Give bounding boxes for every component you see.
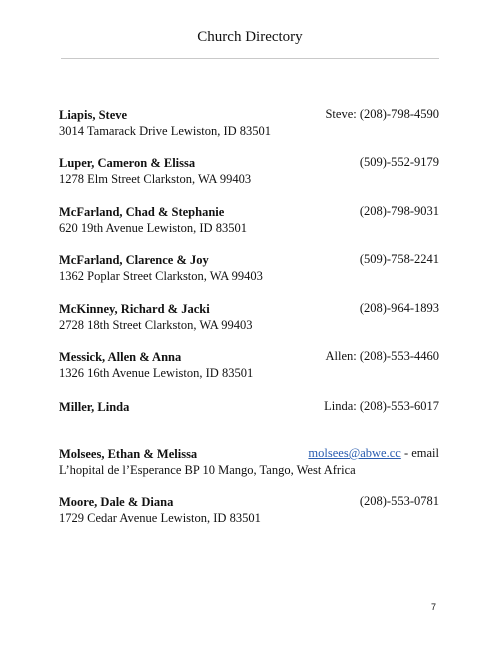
directory-entry (59, 154, 439, 188)
directory-entry (59, 106, 439, 140)
entry-name: Luper, Cameron & Elissa (59, 156, 196, 170)
email-link[interactable]: molsees@abwe.cc (308, 446, 401, 460)
header-divider (61, 58, 439, 59)
entry-phone: Linda: (208)-553-6017 (324, 399, 439, 413)
directory-entry (59, 445, 439, 479)
entry-phone: (208)-964-1893 (359, 301, 439, 315)
entry-address: 3014 Tamarack Drive Lewiston, ID 83501 (59, 124, 272, 138)
entry-address: 2728 18th Street Clarkston, WA 99403 (59, 318, 253, 332)
entry-name: Miller, Linda (59, 400, 130, 414)
page-number: 7 (431, 602, 437, 612)
directory-entry (59, 493, 439, 527)
entry-address: 1729 Cedar Avenue Lewiston, ID 83501 (59, 511, 261, 525)
entry-name: Moore, Dale & Diana (59, 495, 174, 509)
entry-phone: Allen: (208)-553-4460 (325, 349, 439, 363)
directory-entry (59, 300, 439, 334)
entry-phone: Steve: (208)-798-4590 (325, 107, 439, 121)
entry-phone: (509)-552-9179 (359, 155, 439, 169)
directory-entry (59, 398, 439, 415)
entry-address: L’hopital de l’Esperance BP 10 Mango, Tango, West Africa (59, 463, 356, 477)
entry-address: 1362 Poplar Street Clarkston, WA 99403 (59, 269, 263, 283)
directory-entry (59, 348, 439, 382)
entry-address: 620 19th Avenue Lewiston, ID 83501 (59, 221, 247, 235)
entry-phone: (208)-553-0781 (359, 494, 439, 508)
page-title: Church Directory (197, 29, 303, 45)
entry-phone: (509)-758-2241 (359, 252, 439, 266)
entry-name: Messick, Allen & Anna (59, 350, 182, 364)
directory-entry (59, 203, 439, 237)
entry-name: McKinney, Richard & Jacki (59, 302, 210, 316)
entry-address: 1278 Elm Street Clarkston, WA 99403 (59, 172, 252, 186)
entry-name: McFarland, Clarence & Joy (59, 253, 209, 267)
entry-name: Liapis, Steve (59, 108, 128, 122)
entry-name: Molsees, Ethan & Melissa (59, 447, 198, 461)
entry-phone: (208)-798-9031 (359, 204, 439, 218)
entry-contact (308, 445, 439, 462)
entry-name: McFarland, Chad & Stephanie (59, 205, 225, 219)
entry-address: 1326 16th Avenue Lewiston, ID 83501 (59, 366, 254, 380)
directory-entry (59, 251, 439, 285)
email-suffix: - email (400, 446, 439, 460)
